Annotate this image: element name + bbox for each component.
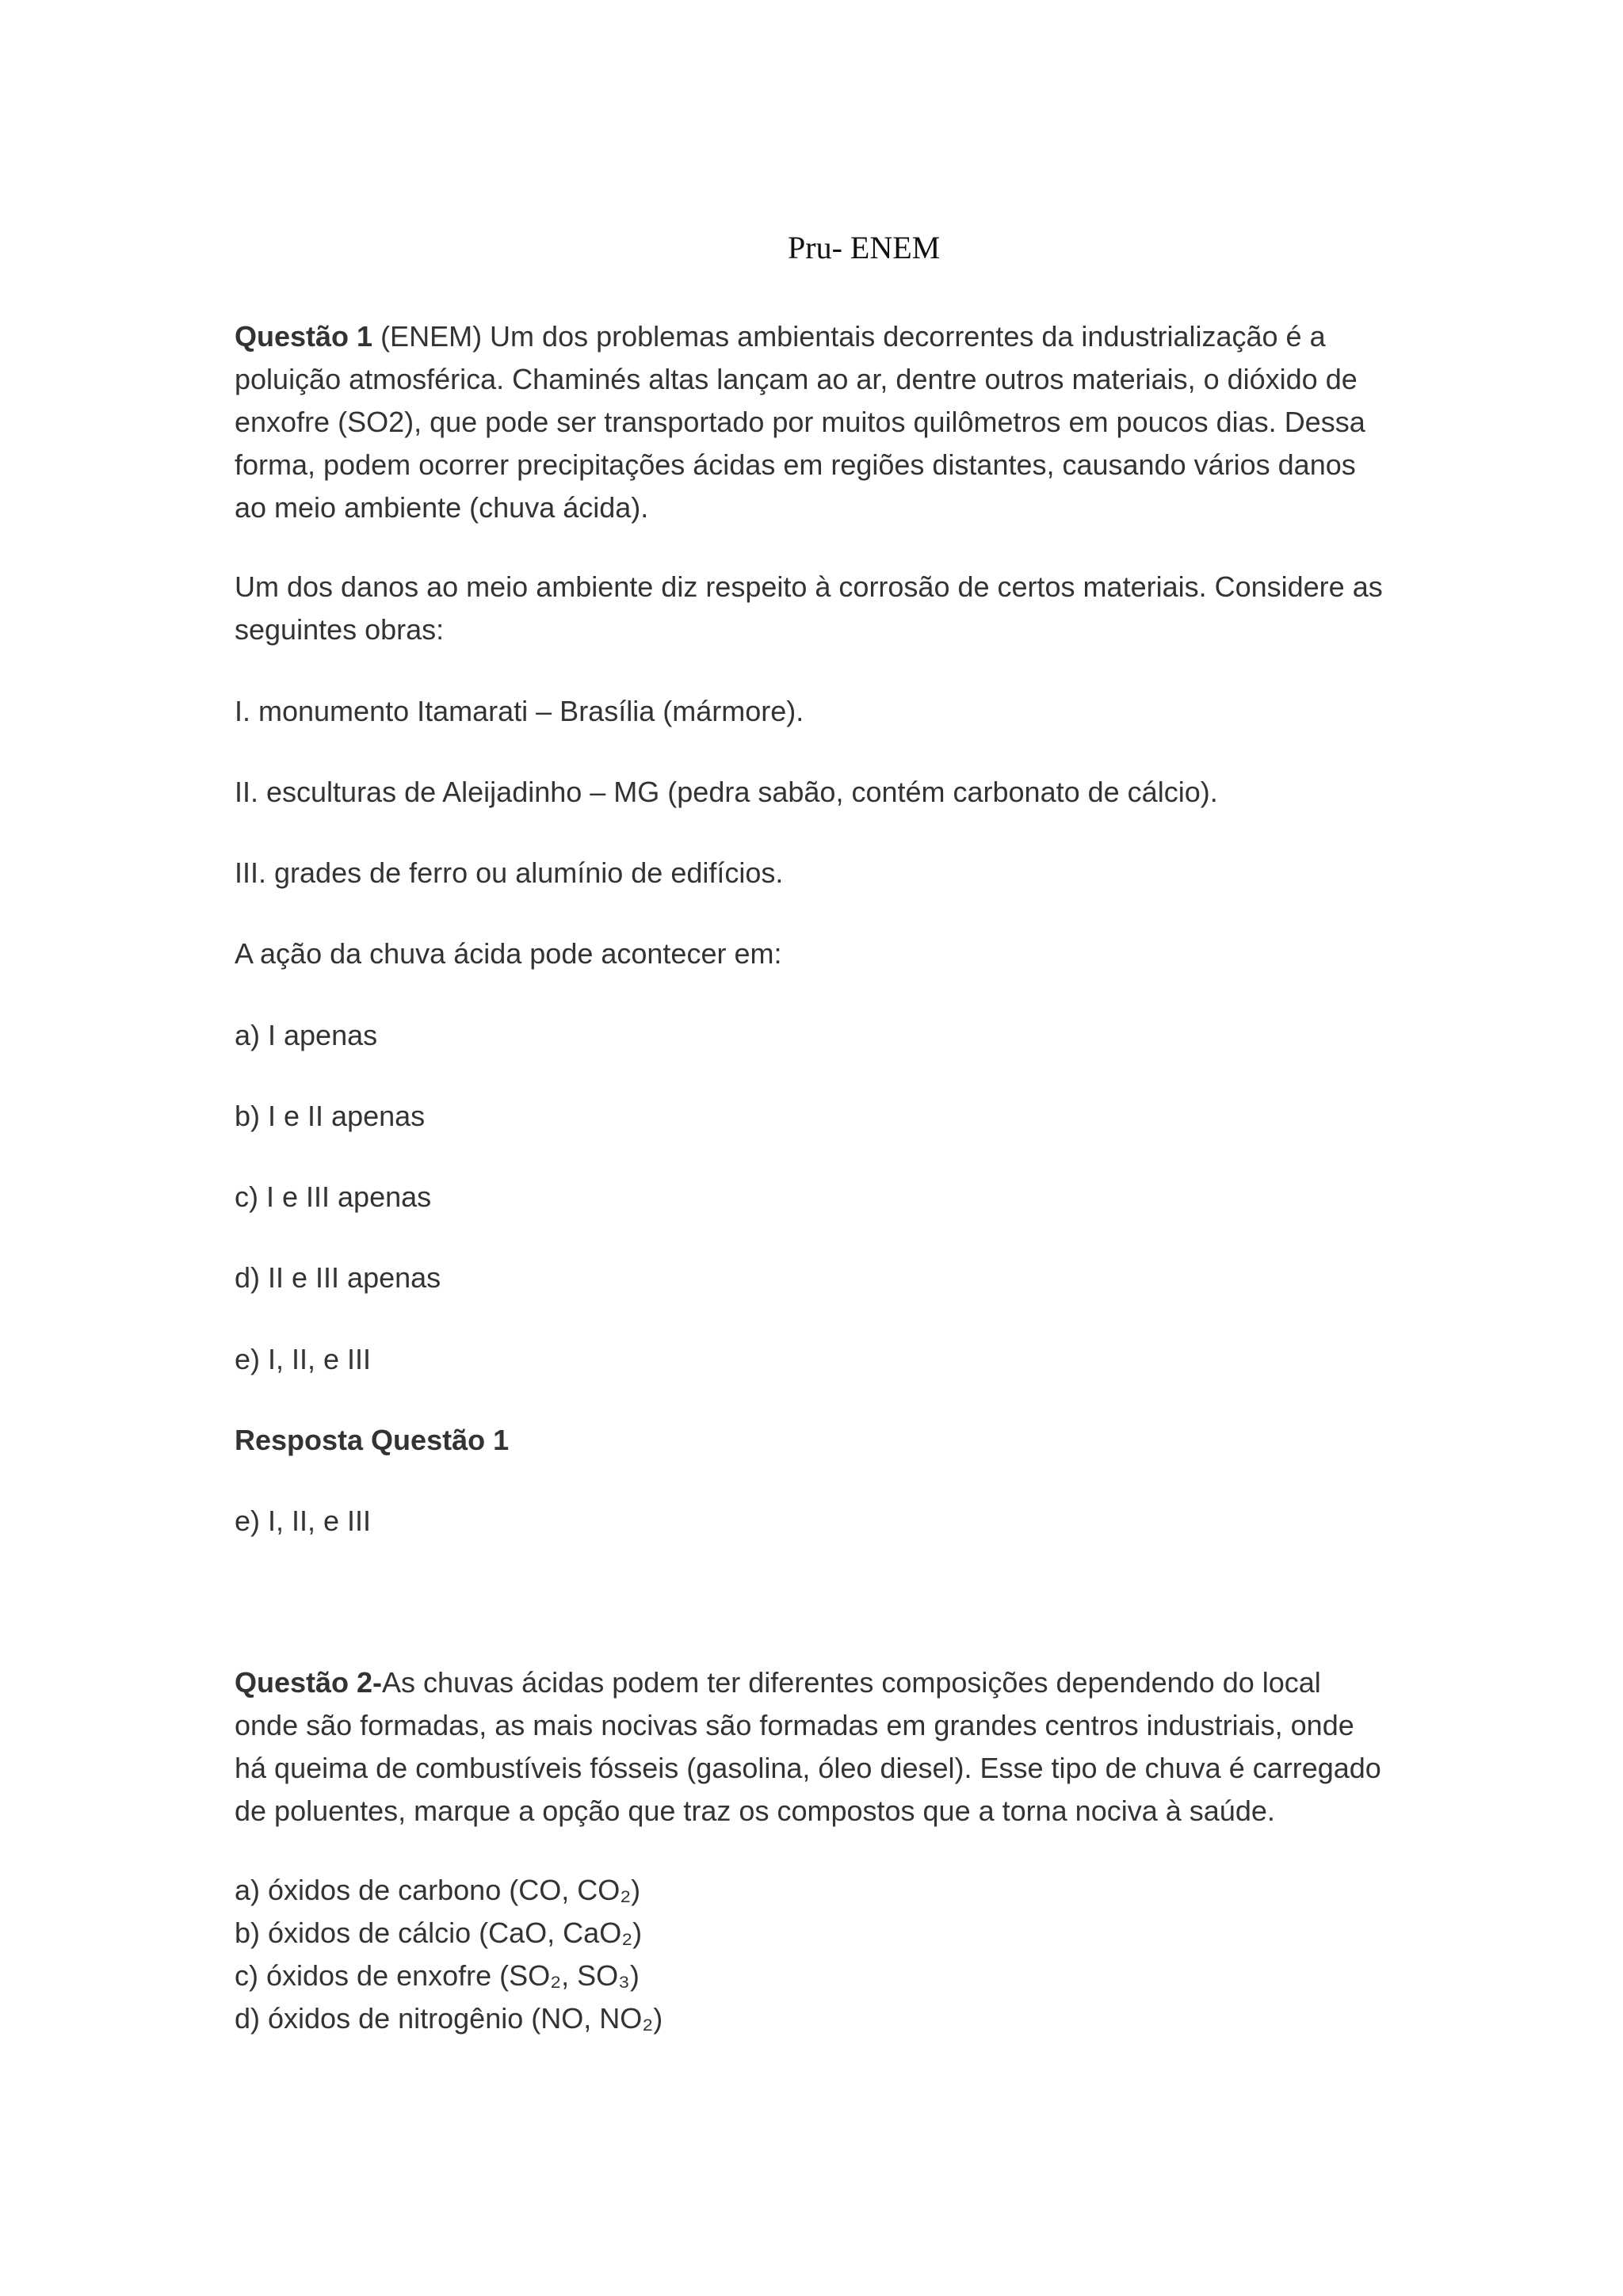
question-1-context-line: seguintes obras: (235, 613, 445, 646)
question-1-option-text: a) I apenas (235, 1019, 378, 1051)
question-1-prompt (235, 933, 1407, 975)
page-title: Pru- ENEM (788, 230, 941, 265)
question-2-option: d) óxidos de nitrogênio (NO, NO₂) (235, 2002, 663, 2035)
question-2-label: Questão 2- (235, 1666, 383, 1699)
question-1-option-text: b) I e II apenas (235, 1100, 426, 1132)
question-1-prompt-text: A ação da chuva ácida pode acontecer em: (235, 937, 782, 970)
question-1-option-text: c) I e III apenas (235, 1180, 432, 1213)
question-1-option (235, 1338, 1407, 1381)
question-1-context (235, 566, 1407, 651)
question-1-option (235, 1257, 1407, 1299)
question-1-option (235, 1095, 1407, 1138)
question-1-intro-line: forma, podem ocorrer precipitações ácidas em regiões distantes, causando vários danos (235, 448, 1356, 481)
question-1-item-text: II. esculturas de Aleijadinho – MG (pedra sabão, contém carbonato de cálcio). (235, 776, 1218, 808)
question-1-option (235, 1176, 1407, 1219)
question-2-intro-line (235, 1661, 1407, 1704)
question-1-intro-line: poluição atmosférica. Chaminés altas lançam ao ar, dentre outros materiais, o dióxido de (235, 363, 1358, 395)
question-1-option-text: e) I, II, e III (235, 1343, 372, 1375)
question-1-answer-heading (235, 1419, 1407, 1462)
question-1-intro-line: enxofre (SO2), que pode ser transportado por muitos quilômetros em poucos dias. Dessa (235, 406, 1365, 438)
question-1-item (235, 852, 1407, 894)
question-2-intro-line: onde são formadas, as mais nocivas são formadas em grandes centros industriais, onde (235, 1709, 1354, 1741)
question-1-context-line: Um dos danos ao meio ambiente diz respeito à corrosão de certos materiais. Considere as (235, 570, 1383, 603)
question-1-item (235, 690, 1407, 733)
question-1-label: Questão 1 (235, 320, 373, 353)
question-1-answer-text: e) I, II, e III (235, 1505, 372, 1537)
question-1-intro-text: (ENEM) Um dos problemas ambientais decorrentes da industrialização é a (372, 320, 1326, 353)
question-1-intro (235, 315, 1407, 529)
question-1-option (235, 1014, 1407, 1057)
question-2-option: c) óxidos de enxofre (SO₂, SO₃) (235, 1959, 640, 1992)
question-2-option: a) óxidos de carbono (CO, CO₂) (235, 1874, 641, 1906)
question-1-item-text: III. grades de ferro ou alumínio de edifícios. (235, 856, 784, 889)
question-2-intro-text: As chuvas ácidas podem ter diferentes composições dependendo do local (382, 1666, 1321, 1699)
question-1-answer-label: Resposta Questão 1 (235, 1424, 510, 1456)
question-2-option: b) óxidos de cálcio (CaO, CaO₂) (235, 1917, 643, 1949)
question-1-intro-line (235, 315, 1407, 358)
question-2-intro (235, 1661, 1407, 1833)
question-2-options (235, 1869, 1407, 2040)
question-1-option-text: d) II e III apenas (235, 1261, 441, 1294)
question-2-intro-line: há queima de combustíveis fósseis (gasolina, óleo diesel). Esse tipo de chuva é carregado (235, 1752, 1381, 1784)
question-1-item-text: I. monumento Itamarati – Brasília (mármore). (235, 695, 804, 727)
question-2-intro-line: de poluentes, marque a opção que traz os compostos que a torna nociva à saúde. (235, 1794, 1275, 1827)
question-1-item (235, 771, 1407, 814)
question-1-intro-line: ao meio ambiente (chuva ácida). (235, 491, 649, 524)
question-1-answer (235, 1500, 1407, 1543)
